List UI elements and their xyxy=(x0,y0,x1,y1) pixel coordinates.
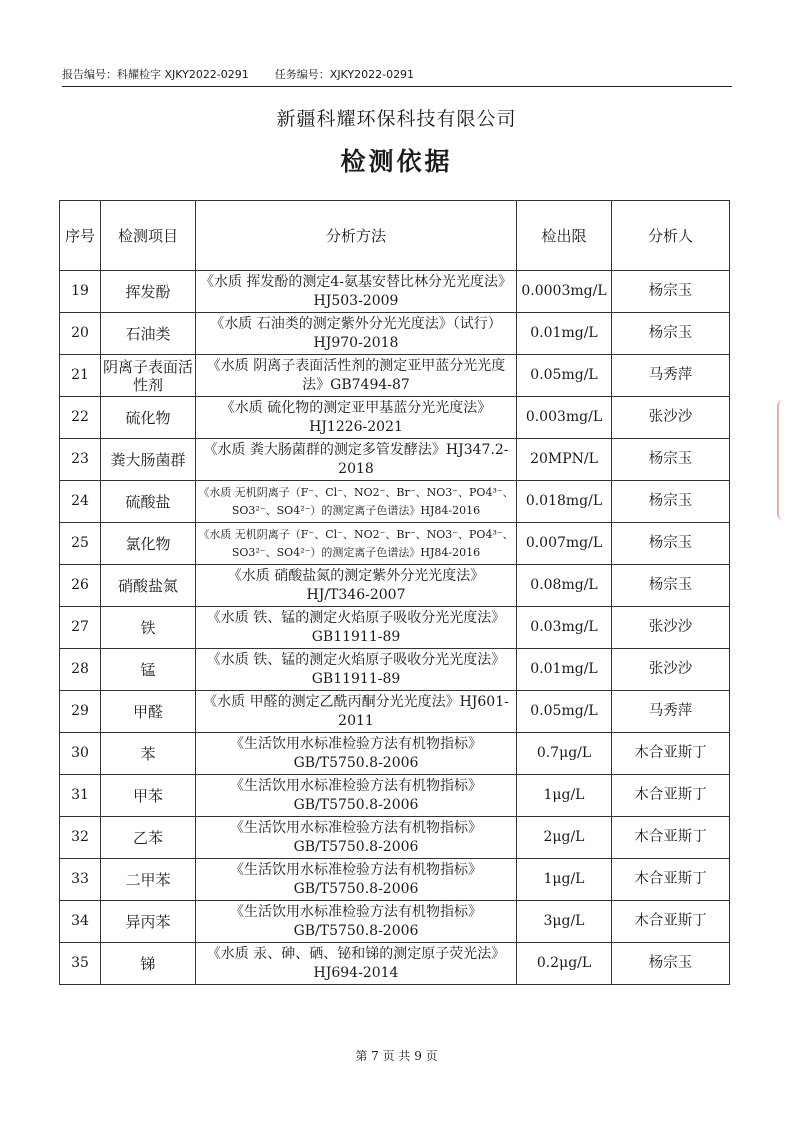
row-limit: 0.01mg/L xyxy=(517,649,612,691)
table-row xyxy=(60,355,730,397)
table-row xyxy=(60,523,730,565)
table-row xyxy=(60,901,730,943)
row-index: 21 xyxy=(60,355,101,397)
row-analyst: 张沙沙 xyxy=(612,649,730,691)
company-name: 新疆科耀环保科技有限公司 xyxy=(276,108,517,130)
table-row xyxy=(60,775,730,817)
row-analyst: 杨宗玉 xyxy=(612,481,730,523)
row-index: 28 xyxy=(60,649,101,691)
row-index: 33 xyxy=(60,859,101,901)
row-limit: 1μg/L xyxy=(517,859,612,901)
row-method: 《生活饮用水标准检验方法有机物指标》GB/T5750.8-2006 xyxy=(196,775,517,817)
row-method: 《生活饮用水标准检验方法有机物指标》GB/T5750.8-2006 xyxy=(196,817,517,859)
row-index: 34 xyxy=(60,901,101,943)
row-limit: 3μg/L xyxy=(517,901,612,943)
header-index: 序号 xyxy=(60,201,101,271)
row-index: 25 xyxy=(60,523,101,565)
row-analyst: 马秀萍 xyxy=(612,355,730,397)
task-number: 任务编号：XJKY2022-0291 xyxy=(274,68,415,81)
table-row xyxy=(60,397,730,439)
row-limit: 0.08mg/L xyxy=(517,565,612,607)
row-item: 锰 xyxy=(101,649,196,691)
report-number: 报告编号：科耀检字 XJKY2022-0291 xyxy=(62,68,249,81)
table-row xyxy=(60,271,730,313)
row-analyst: 杨宗玉 xyxy=(612,565,730,607)
row-method: 《水质 粪大肠菌群的测定多管发酵法》HJ347.2-2018 xyxy=(196,439,517,481)
header-analyst: 分析人 xyxy=(612,201,730,271)
row-method: 《水质 甲醛的测定乙酰丙酮分光光度法》HJ601-2011 xyxy=(196,691,517,733)
row-analyst: 马秀萍 xyxy=(612,691,730,733)
row-method: 《生活饮用水标准检验方法有机物指标》GB/T5750.8-2006 xyxy=(196,733,517,775)
row-item: 阴离子表面活性剂 xyxy=(101,355,196,397)
row-limit: 0.018mg/L xyxy=(517,481,612,523)
row-item: 挥发酚 xyxy=(101,271,196,313)
row-analyst: 木合亚斯丁 xyxy=(612,775,730,817)
report-header xyxy=(62,66,732,87)
row-limit: 0.007mg/L xyxy=(517,523,612,565)
row-analyst: 张沙沙 xyxy=(612,397,730,439)
row-index: 31 xyxy=(60,775,101,817)
row-item: 锑 xyxy=(101,943,196,985)
row-method: 《水质 汞、砷、硒、铋和锑的测定原子荧光法》HJ694-2014 xyxy=(196,943,517,985)
row-index: 29 xyxy=(60,691,101,733)
row-item: 甲苯 xyxy=(101,775,196,817)
row-analyst: 杨宗玉 xyxy=(612,943,730,985)
row-method: 《水质 硫化物的测定亚甲基蓝分光光度法》HJ1226-2021 xyxy=(196,397,517,439)
table-row xyxy=(60,649,730,691)
row-limit: 0.01mg/L xyxy=(517,313,612,355)
row-analyst: 杨宗玉 xyxy=(612,313,730,355)
row-limit: 0.03mg/L xyxy=(517,607,612,649)
row-method: 《水质 挥发酚的测定4-氨基安替比林分光光度法》HJ503-2009 xyxy=(196,271,517,313)
row-index: 23 xyxy=(60,439,101,481)
row-index: 35 xyxy=(60,943,101,985)
row-analyst: 杨宗玉 xyxy=(612,523,730,565)
row-method: 《生活饮用水标准检验方法有机物指标》GB/T5750.8-2006 xyxy=(196,901,517,943)
row-limit: 0.003mg/L xyxy=(517,397,612,439)
table-row xyxy=(60,817,730,859)
row-method: 《水质 石油类的测定紫外分光光度法》（试行）HJ970-2018 xyxy=(196,313,517,355)
table-row xyxy=(60,733,730,775)
table-row xyxy=(60,943,730,985)
row-limit: 0.2μg/L xyxy=(517,943,612,985)
row-item: 铁 xyxy=(101,607,196,649)
row-limit: 20MPN/L xyxy=(517,439,612,481)
table-row xyxy=(60,691,730,733)
row-item: 硫化物 xyxy=(101,397,196,439)
row-method: 《水质 铁、锰的测定火焰原子吸收分光光度法》GB11911-89 xyxy=(196,649,517,691)
row-index: 19 xyxy=(60,271,101,313)
row-limit: 1μg/L xyxy=(517,775,612,817)
row-limit: 0.7μg/L xyxy=(517,733,612,775)
row-method: 《生活饮用水标准检验方法有机物指标》GB/T5750.8-2006 xyxy=(196,859,517,901)
row-item: 苯 xyxy=(101,733,196,775)
row-item: 石油类 xyxy=(101,313,196,355)
seal-edge-mark xyxy=(777,400,793,520)
row-item: 异丙苯 xyxy=(101,901,196,943)
header-limit: 检出限 xyxy=(517,201,612,271)
row-index: 30 xyxy=(60,733,101,775)
table-row xyxy=(60,565,730,607)
row-item: 硫酸盐 xyxy=(101,481,196,523)
row-index: 24 xyxy=(60,481,101,523)
row-index: 26 xyxy=(60,565,101,607)
row-item: 氯化物 xyxy=(101,523,196,565)
table-row xyxy=(60,481,730,523)
table-row xyxy=(60,313,730,355)
row-method: 《水质 铁、锰的测定火焰原子吸收分光光度法》GB11911-89 xyxy=(196,607,517,649)
table-row xyxy=(60,859,730,901)
row-limit: 2μg/L xyxy=(517,817,612,859)
row-method: 《水质 无机阴离子（F⁻、Cl⁻、NO2⁻、Br⁻、NO3⁻、PO4³⁻、SO3²⁻、SO4²⁻）的测定离子色谱法》HJ84-2016 xyxy=(196,523,517,565)
page-number: 第 7 页 共 9 页 xyxy=(355,1049,438,1063)
row-analyst: 杨宗玉 xyxy=(612,439,730,481)
table-body xyxy=(60,271,730,985)
row-index: 20 xyxy=(60,313,101,355)
row-analyst: 木合亚斯丁 xyxy=(612,817,730,859)
row-index: 27 xyxy=(60,607,101,649)
row-index: 32 xyxy=(60,817,101,859)
row-analyst: 杨宗玉 xyxy=(612,271,730,313)
header-item: 检测项目 xyxy=(101,201,196,271)
row-analyst: 木合亚斯丁 xyxy=(612,859,730,901)
row-item: 甲醛 xyxy=(101,691,196,733)
row-method: 《水质 无机阴离子（F⁻、Cl⁻、NO2⁻、Br⁻、NO3⁻、PO4³⁻、SO3²⁻、SO4²⁻）的测定离子色谱法》HJ84-2016 xyxy=(196,481,517,523)
row-limit: 0.05mg/L xyxy=(517,691,612,733)
row-analyst: 木合亚斯丁 xyxy=(612,733,730,775)
row-item: 硝酸盐氮 xyxy=(101,565,196,607)
header-method: 分析方法 xyxy=(196,201,517,271)
row-item: 粪大肠菌群 xyxy=(101,439,196,481)
row-method: 《水质 阴离子表面活性剂的测定亚甲蓝分光光度法》GB7494-87 xyxy=(196,355,517,397)
row-limit: 0.05mg/L xyxy=(517,355,612,397)
row-analyst: 木合亚斯丁 xyxy=(612,901,730,943)
row-item: 二甲苯 xyxy=(101,859,196,901)
table-row xyxy=(60,607,730,649)
row-limit: 0.0003mg/L xyxy=(517,271,612,313)
row-item: 乙苯 xyxy=(101,817,196,859)
table-header-row xyxy=(60,201,730,271)
row-analyst: 张沙沙 xyxy=(612,607,730,649)
page-title: 检测依据 xyxy=(340,147,453,176)
detection-basis-table xyxy=(59,200,730,985)
row-index: 22 xyxy=(60,397,101,439)
row-method: 《水质 硝酸盐氮的测定紫外分光光度法》HJ/T346-2007 xyxy=(196,565,517,607)
table-row xyxy=(60,439,730,481)
